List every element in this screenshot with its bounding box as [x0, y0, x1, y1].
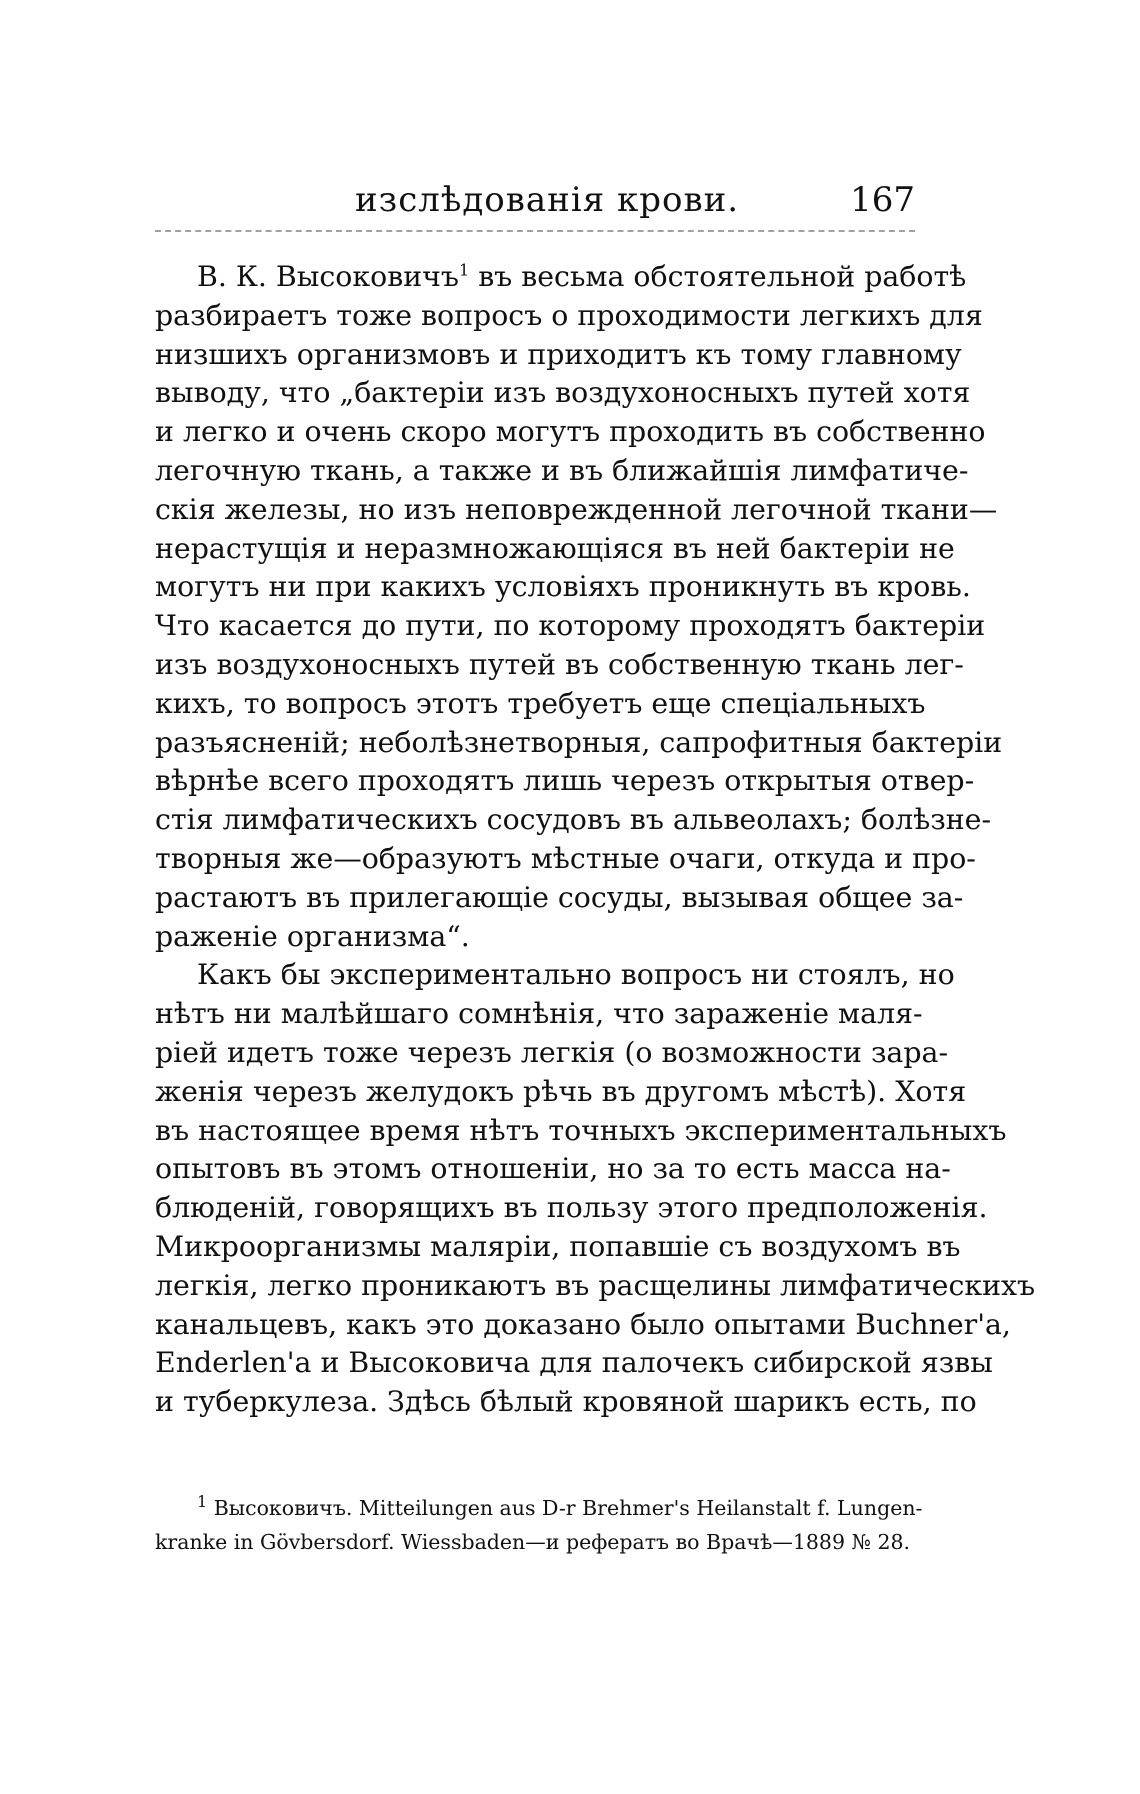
text-line: опытовъ въ этомъ отношеніи, но за то есть масса на-	[155, 1152, 951, 1186]
text-line: творныя же—образуютъ мѣстные очаги, откуда и про-	[155, 841, 976, 875]
text-line: разбираетъ тоже вопросъ о проходимости легкихъ для	[155, 298, 983, 332]
running-header	[155, 180, 915, 230]
text-fragment: въ весьма обстоятельной работѣ	[478, 260, 967, 293]
text-line: кихъ, то вопросъ этотъ требуетъ еще спеціальныхъ	[155, 686, 926, 720]
text-line: женія черезъ желудокъ рѣчь въ другомъ мѣстѣ). Хотя	[155, 1074, 967, 1108]
text-line: въ настоящее время нѣтъ точныхъ экспериментальныхъ	[155, 1113, 1007, 1147]
text-line: легочную ткань, а также и въ ближайшія лимфатиче-	[155, 453, 969, 487]
text-line: блюденій, говорящихъ въ пользу этого предположенія.	[155, 1191, 988, 1225]
text-line: канальцевъ, какъ это доказано было опытами Buchner'а,	[155, 1307, 1011, 1341]
footnote-reference: 1	[458, 260, 470, 280]
text-line: Какъ бы экспериментально вопросъ ни стоялъ, но	[197, 958, 955, 992]
footnote-marker: 1	[197, 1492, 208, 1512]
text-line: низшихъ организмовъ и приходитъ къ тому главному	[155, 337, 962, 371]
text-line: скія железы, но изъ неповрежденной легочной ткани—	[155, 492, 998, 526]
text-line: ріей идетъ тоже черезъ легкія (о возможности зара-	[155, 1035, 949, 1069]
footnote-line: kranke in Gövbersdorf. Wiessbaden—и рефератъ во Врачѣ—1889 № 28.	[155, 1530, 911, 1554]
text-line	[155, 258, 967, 297]
text-fragment: В. К. Высоковичъ	[197, 260, 459, 293]
footnote-line	[155, 1491, 923, 1525]
text-line: вѣрнѣе всего проходятъ лишь черезъ открытыя отвер-	[155, 764, 975, 798]
header-rule	[155, 230, 915, 232]
text-line: и туберкулеза. Здѣсь бѣлый кровяной шарикъ есть, по	[155, 1385, 977, 1419]
text-line: раженіе организма“.	[155, 919, 470, 953]
text-line: растаютъ въ прилегающіе сосуды, вызывая общее за-	[155, 880, 964, 914]
running-title: изслѣдованія крови.	[355, 180, 740, 220]
text-line: и легко и очень скоро могутъ проходить въ собственно	[155, 415, 986, 449]
text-line: Enderlen'а и Высоковича для палочекъ сибирской язвы	[155, 1346, 993, 1380]
text-line: разъясненій; неболѣзнетворныя, сапрофитныя бактеріи	[155, 725, 1003, 759]
text-line: Микроорганизмы маляріи, попавшіе съ воздухомъ въ	[155, 1229, 961, 1263]
text-line: выводу, что „бактеріи изъ воздухоносныхъ путей хотя	[155, 376, 971, 410]
text-line: нерастущія и неразмножающіяся въ ней бактеріи не	[155, 531, 955, 565]
page-number: 167	[850, 180, 915, 220]
text-line: нѣтъ ни малѣйшаго сомнѣнія, что зараженіе маля-	[155, 997, 923, 1031]
footnote-text: Высоковичъ. Mitteilungen aus D-r Brehmer's Heilanstalt f. Lungen-	[213, 1496, 923, 1520]
footnotes	[155, 1491, 923, 1559]
text-line: изъ воздухоносныхъ путей въ собственную ткань лег-	[155, 647, 964, 681]
text-line: легкія, легко проникаютъ въ расщелины лимфатическихъ	[155, 1268, 1036, 1302]
text-line: могутъ ни при какихъ условіяхъ проникнуть въ кровь.	[155, 570, 971, 604]
text-line: стія лимфатическихъ сосудовъ въ альвеолахъ; болѣзне-	[155, 803, 992, 837]
text-line: Что касается до пути, по которому проходятъ бактеріи	[155, 609, 986, 643]
main-text	[155, 258, 1036, 1422]
